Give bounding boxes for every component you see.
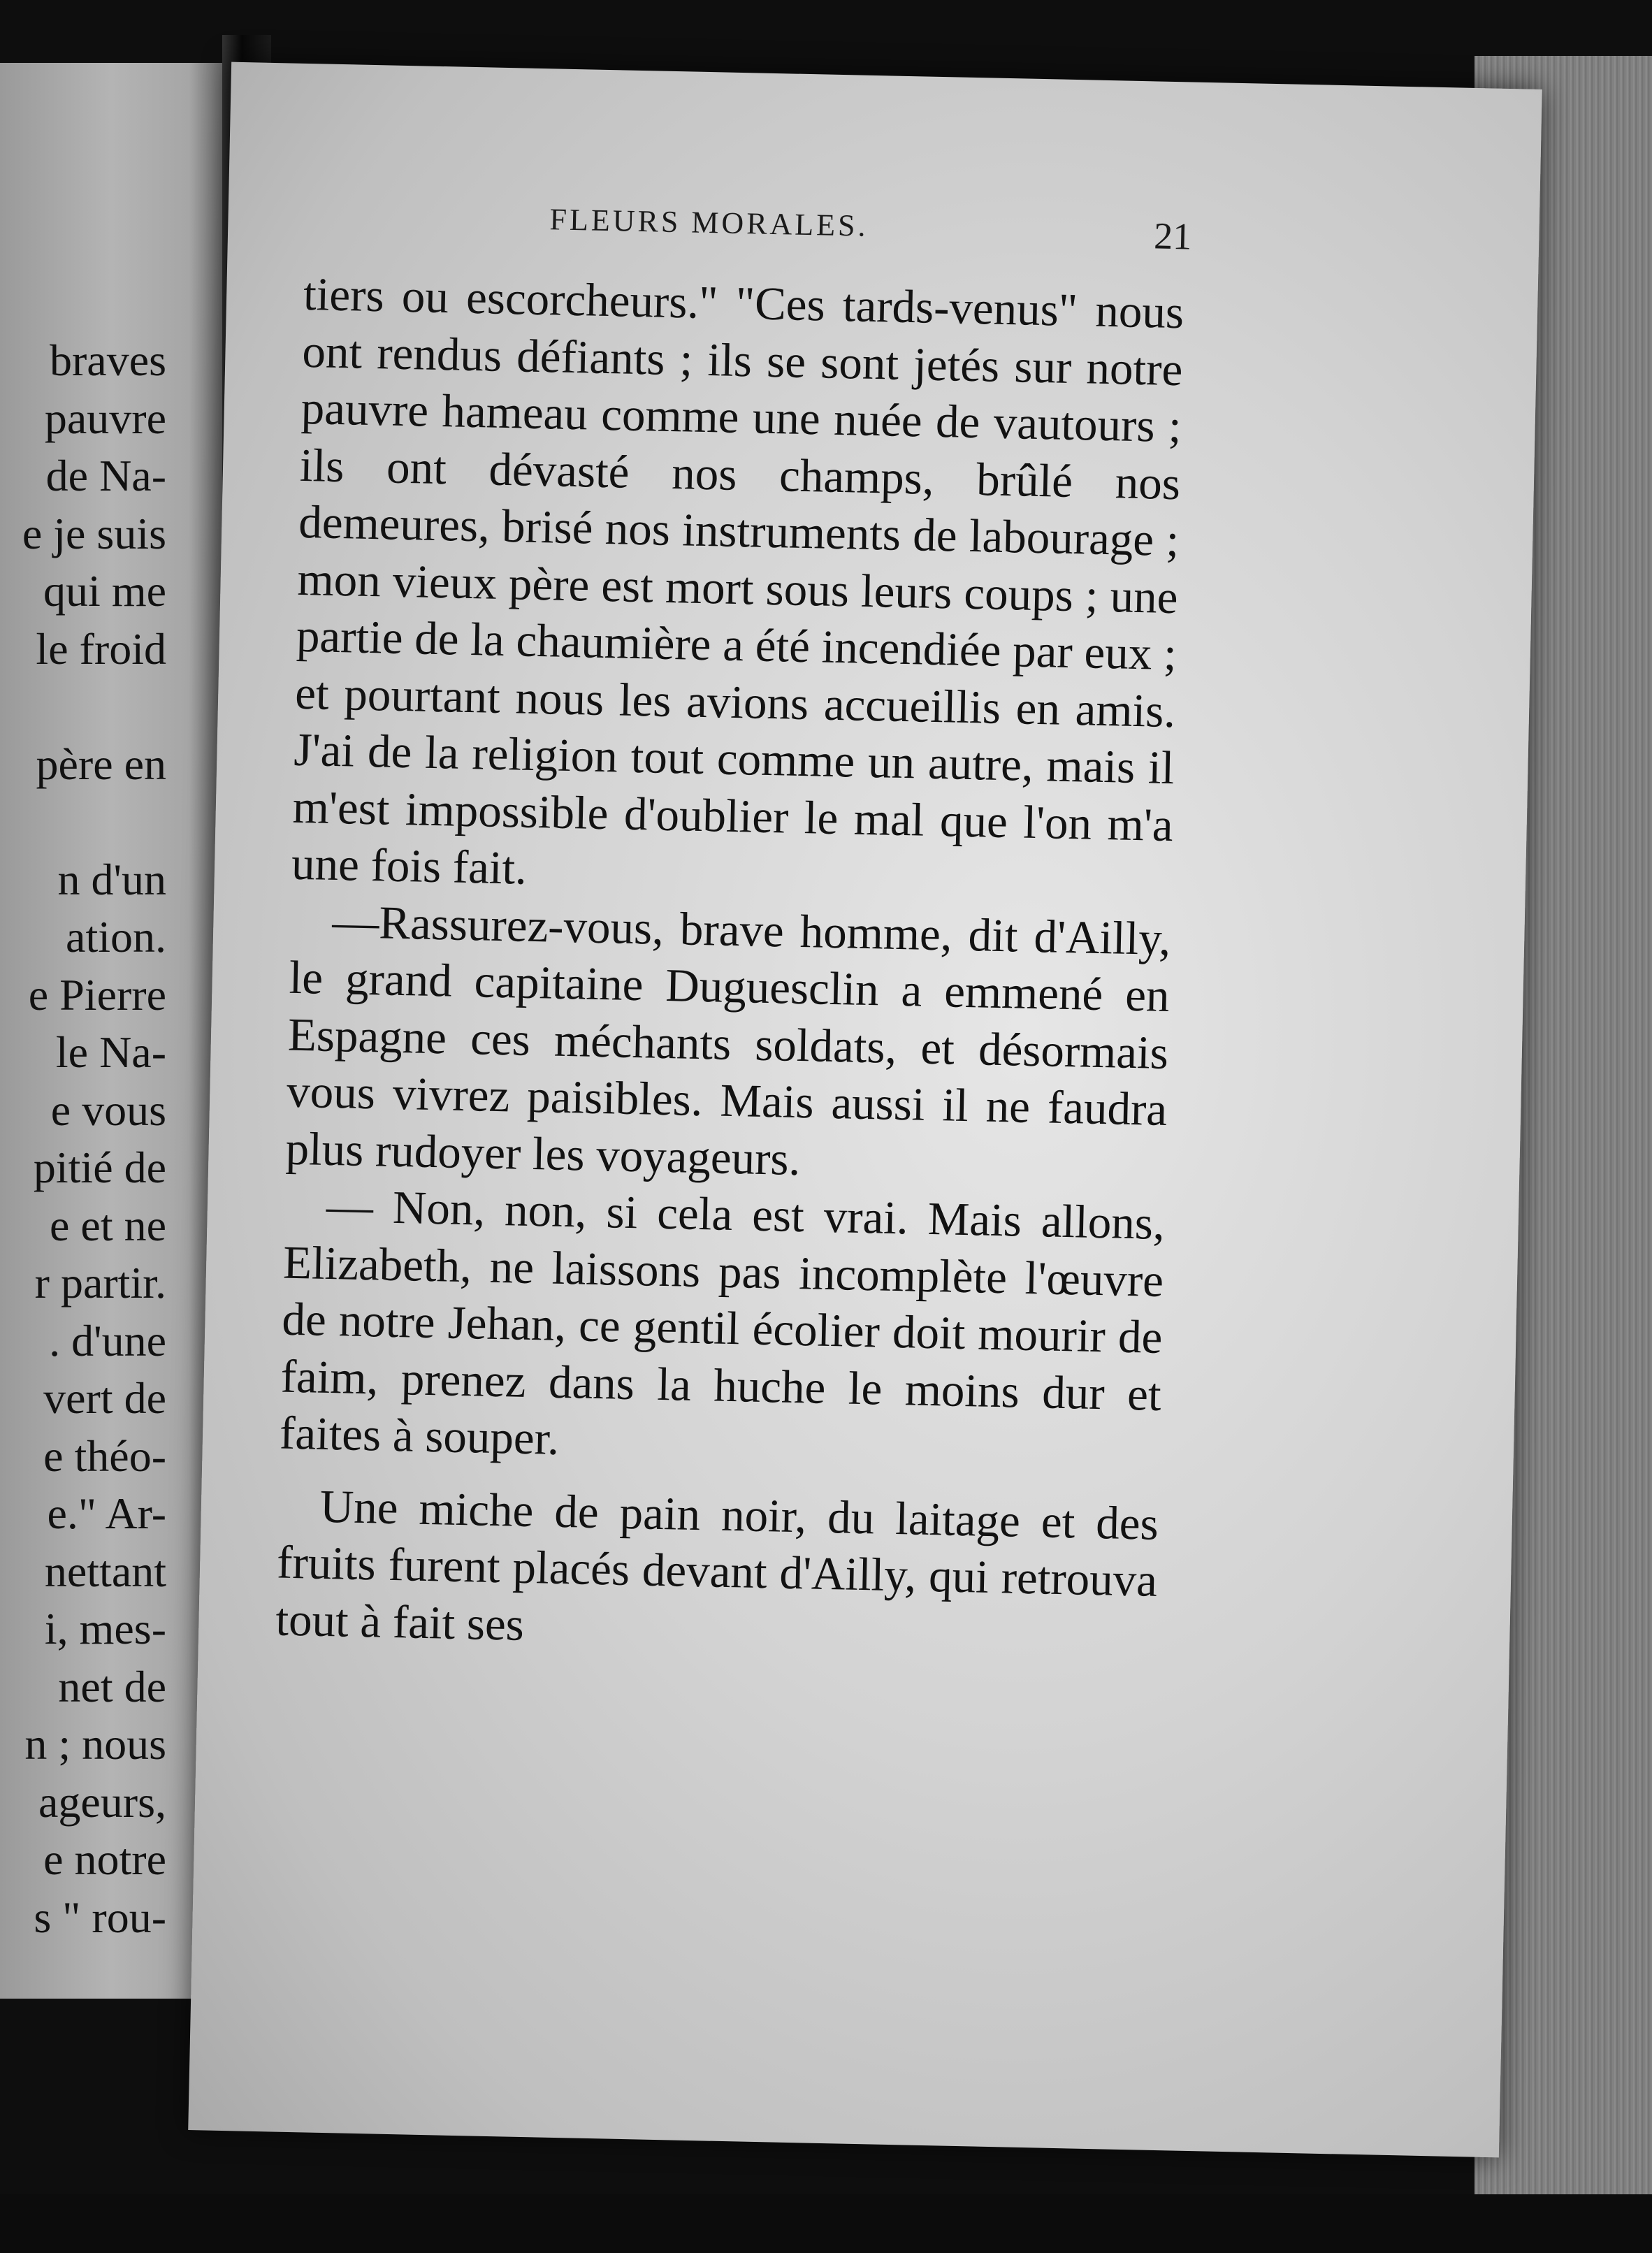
left-page-line: ation. xyxy=(66,912,166,962)
left-page-line: r partir. xyxy=(34,1258,166,1307)
right-page xyxy=(188,62,1542,2158)
left-page-line: le Na- xyxy=(55,1027,166,1077)
left-page-line: braves xyxy=(49,335,166,385)
left-page-line xyxy=(0,678,166,736)
left-page-text xyxy=(0,332,166,1946)
left-page-line: e je suis xyxy=(22,508,166,558)
left-page-line: pitié de xyxy=(33,1143,166,1192)
left-page-line: de Na- xyxy=(45,451,166,500)
left-page-line: i, mes- xyxy=(44,1604,166,1653)
left-page-line: e et ne xyxy=(50,1200,166,1250)
left-page-line xyxy=(0,793,166,851)
running-head-title: FLEURS MORALES. xyxy=(549,202,869,243)
left-page-line: s " rou- xyxy=(34,1892,166,1942)
left-page-line: père en xyxy=(36,739,166,789)
left-page-line: n d'un xyxy=(57,854,166,904)
left-page-line: vert de xyxy=(43,1373,166,1423)
paragraph-4: Une miche de pain noir, du laitage et des fruits furent placés devant d'Ailly, qui retrouva tout à fait ses xyxy=(275,1480,1159,1651)
left-page-line: e." Ar- xyxy=(47,1488,166,1538)
left-page-line: e vous xyxy=(50,1085,166,1135)
left-page xyxy=(0,63,222,1999)
left-page-line: pauvre xyxy=(44,393,166,443)
left-page-line: qui me xyxy=(43,566,166,616)
left-page-line: e théo- xyxy=(43,1430,166,1481)
left-page-line: e notre xyxy=(43,1834,166,1884)
left-page-line: ageurs, xyxy=(38,1776,166,1827)
left-page-line: e Pierre xyxy=(28,969,166,1020)
left-page-line: net de xyxy=(58,1661,166,1711)
left-page-line: n ; nous xyxy=(24,1719,166,1769)
left-page-line: . d'une xyxy=(49,1315,166,1365)
paragraph-1: tiers ou escorcheurs." "Ces tards-venus" nous ont rendus défiants ; ils se sont jetés sur notre pauvre hameau comme une nuée de vautours ; ils ont dévasté nos champs, brûlé nos demeures, brisé nos instruments de labourage ; mon vieux père est mort sous leurs coups ; une partie de la chaumière a été incendiée par eux ; et pourtant nous les avions accueillis en amis. J'ai de la religion tout comme un autre, mais il m'est impossible d'oublier le mal que l'on m'a une fois fait. xyxy=(291,268,1184,894)
paragraph-3: — Non, non, si cela est vrai. Mais allons, Elizabeth, ne laissons pas incomplète l'œuvre de notre Jehan, ce gentil écolier doit mourir de faim, prenez dans la huche le moins dur et faites à souper. xyxy=(279,1180,1166,1465)
page-body-text xyxy=(275,266,1184,1667)
bottom-shadow xyxy=(0,2194,1652,2253)
page-number: 21 xyxy=(1153,215,1192,258)
paragraph-2: —Rassurez-vous, brave homme, dit d'Ailly, le grand capitaine Duguesclin a emmené en Espagne ces méchants soldats, et désormais vous vivrez paisibles. Mais aussi il ne faudra plus rudoyer les voyageurs. xyxy=(284,895,1171,1185)
left-page-line: le froid xyxy=(36,623,166,674)
left-page-line: nettant xyxy=(44,1546,166,1596)
